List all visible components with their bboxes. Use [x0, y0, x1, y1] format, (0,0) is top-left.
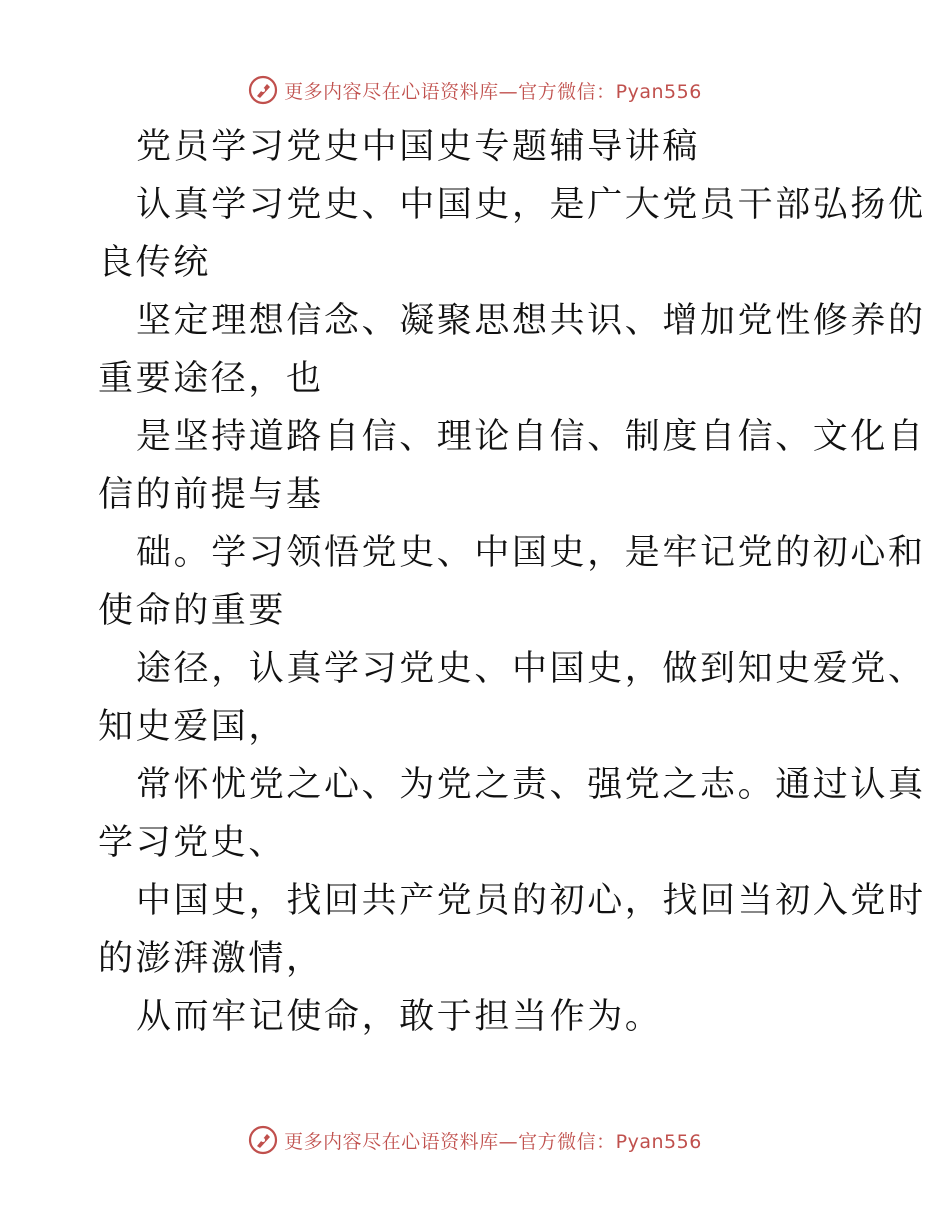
- pen-nib-logo-icon: [248, 1125, 278, 1155]
- header-watermark-text: 更多内容尽在心语资料库—官方微信：Pyan556: [284, 80, 702, 103]
- pen-nib-logo-icon: [248, 75, 278, 105]
- paragraph-line: 良传统: [98, 243, 211, 283]
- document-title: 党员学习党史中国史专题辅导讲稿: [136, 127, 701, 167]
- document-body: [98, 118, 926, 1046]
- paragraph-line: 是坚持道路自信、理论自信、制度自信、文化自: [136, 417, 926, 457]
- paragraph-line: 学习党史、: [98, 823, 287, 863]
- paragraph-line: 知史爱国，: [98, 707, 287, 747]
- paragraph-line: 重要途径，也: [98, 359, 324, 399]
- footer-watermark-text: 更多内容尽在心语资料库—官方微信：Pyan556: [284, 1130, 702, 1153]
- paragraph-line: 中国史，找回共产党员的初心，找回当初入党时: [136, 881, 926, 921]
- paragraph-line: 使命的重要: [98, 591, 287, 631]
- footer-watermark: [0, 1120, 950, 1160]
- paragraph-line: 的澎湃激情，: [98, 939, 324, 979]
- header-watermark: [0, 70, 950, 110]
- paragraph-line: 信的前提与基: [98, 475, 324, 515]
- paragraph-line: 常怀忧党之心、为党之责、强党之志。通过认真: [136, 765, 926, 805]
- paragraph-line: 础。学习领悟党史、中国史，是牢记党的初心和: [136, 533, 926, 573]
- paragraph-line: 认真学习党史、中国史，是广大党员干部弘扬优: [136, 185, 926, 225]
- paragraph-line: 途径，认真学习党史、中国史，做到知史爱党、: [136, 649, 926, 689]
- paragraph-line: 坚定理想信念、凝聚思想共识、增加党性修养的: [136, 301, 926, 341]
- paragraph-line: 从而牢记使命，敢于担当作为。: [136, 997, 663, 1037]
